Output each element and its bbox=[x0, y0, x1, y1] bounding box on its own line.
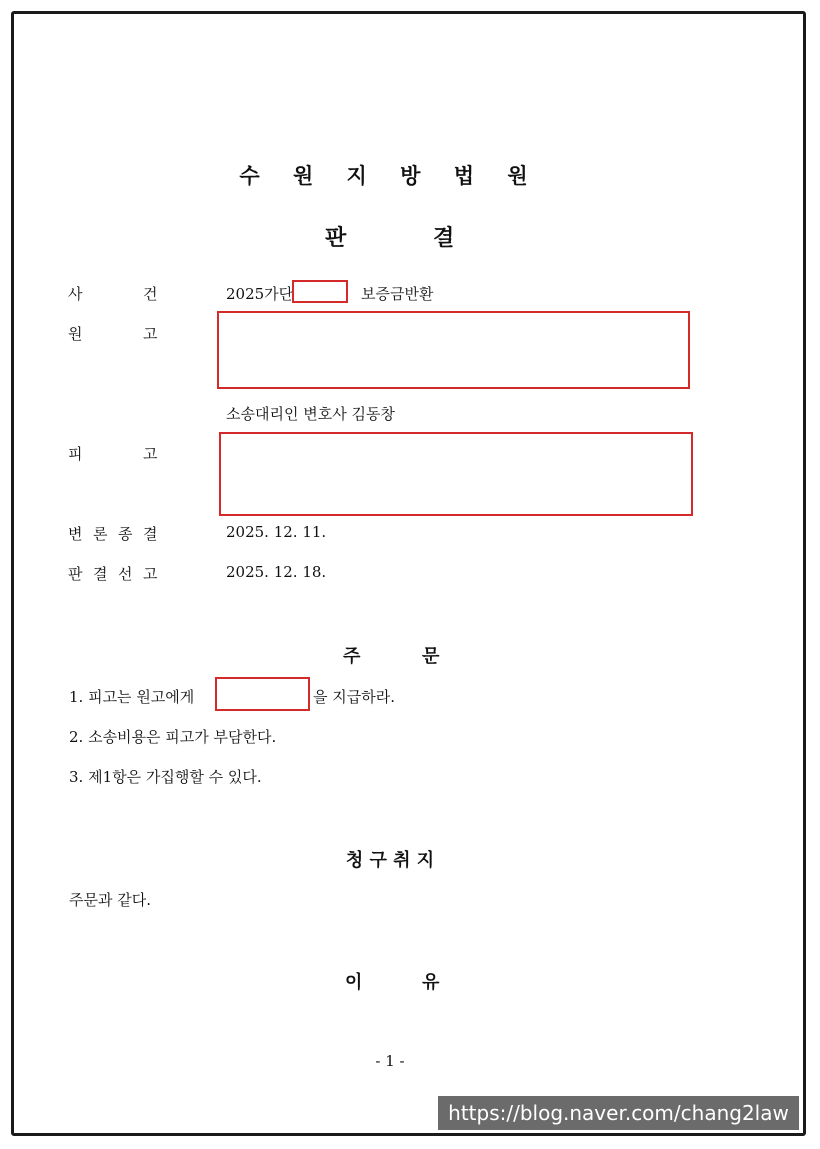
order-heading-char-1: 주 bbox=[343, 646, 361, 667]
redacted-amount bbox=[215, 677, 310, 711]
court-name: 수 원 지 방 법 원 bbox=[239, 164, 541, 188]
claim-heading: 청 구 취 지 bbox=[345, 850, 435, 871]
claim-text: 주문과 같다. bbox=[69, 891, 151, 909]
redacted-case-number bbox=[292, 280, 348, 303]
document-title-char-1: 판 bbox=[325, 226, 347, 251]
order-item-1-prefix: 1. 피고는 원고에게 bbox=[69, 688, 195, 706]
order-item-3: 3. 제1항은 가집행할 수 있다. bbox=[69, 768, 262, 786]
case-number-prefix: 2025가단 bbox=[226, 285, 294, 303]
page-number: - 1 - bbox=[375, 1052, 405, 1070]
case-type: 보증금반환 bbox=[361, 285, 434, 303]
hearing-closed-date: 2025. 12. 11. bbox=[226, 523, 327, 541]
plaintiff-attorney: 소송대리인 변호사 김동창 bbox=[226, 405, 395, 423]
reasons-heading-char-1: 이 bbox=[345, 972, 363, 993]
judgment-date: 2025. 12. 18. bbox=[226, 563, 327, 581]
order-item-2: 2. 소송비용은 피고가 부담한다. bbox=[69, 728, 277, 746]
order-heading-char-2: 문 bbox=[422, 646, 440, 667]
redacted-plaintiff-info bbox=[217, 311, 690, 389]
document-title-char-2: 결 bbox=[433, 226, 455, 251]
reasons-heading-char-2: 유 bbox=[422, 972, 440, 993]
blog-watermark: https://blog.naver.com/chang2law bbox=[438, 1096, 799, 1130]
redacted-defendant-info bbox=[219, 432, 693, 516]
order-item-1-suffix: 을 지급하라. bbox=[313, 688, 395, 706]
